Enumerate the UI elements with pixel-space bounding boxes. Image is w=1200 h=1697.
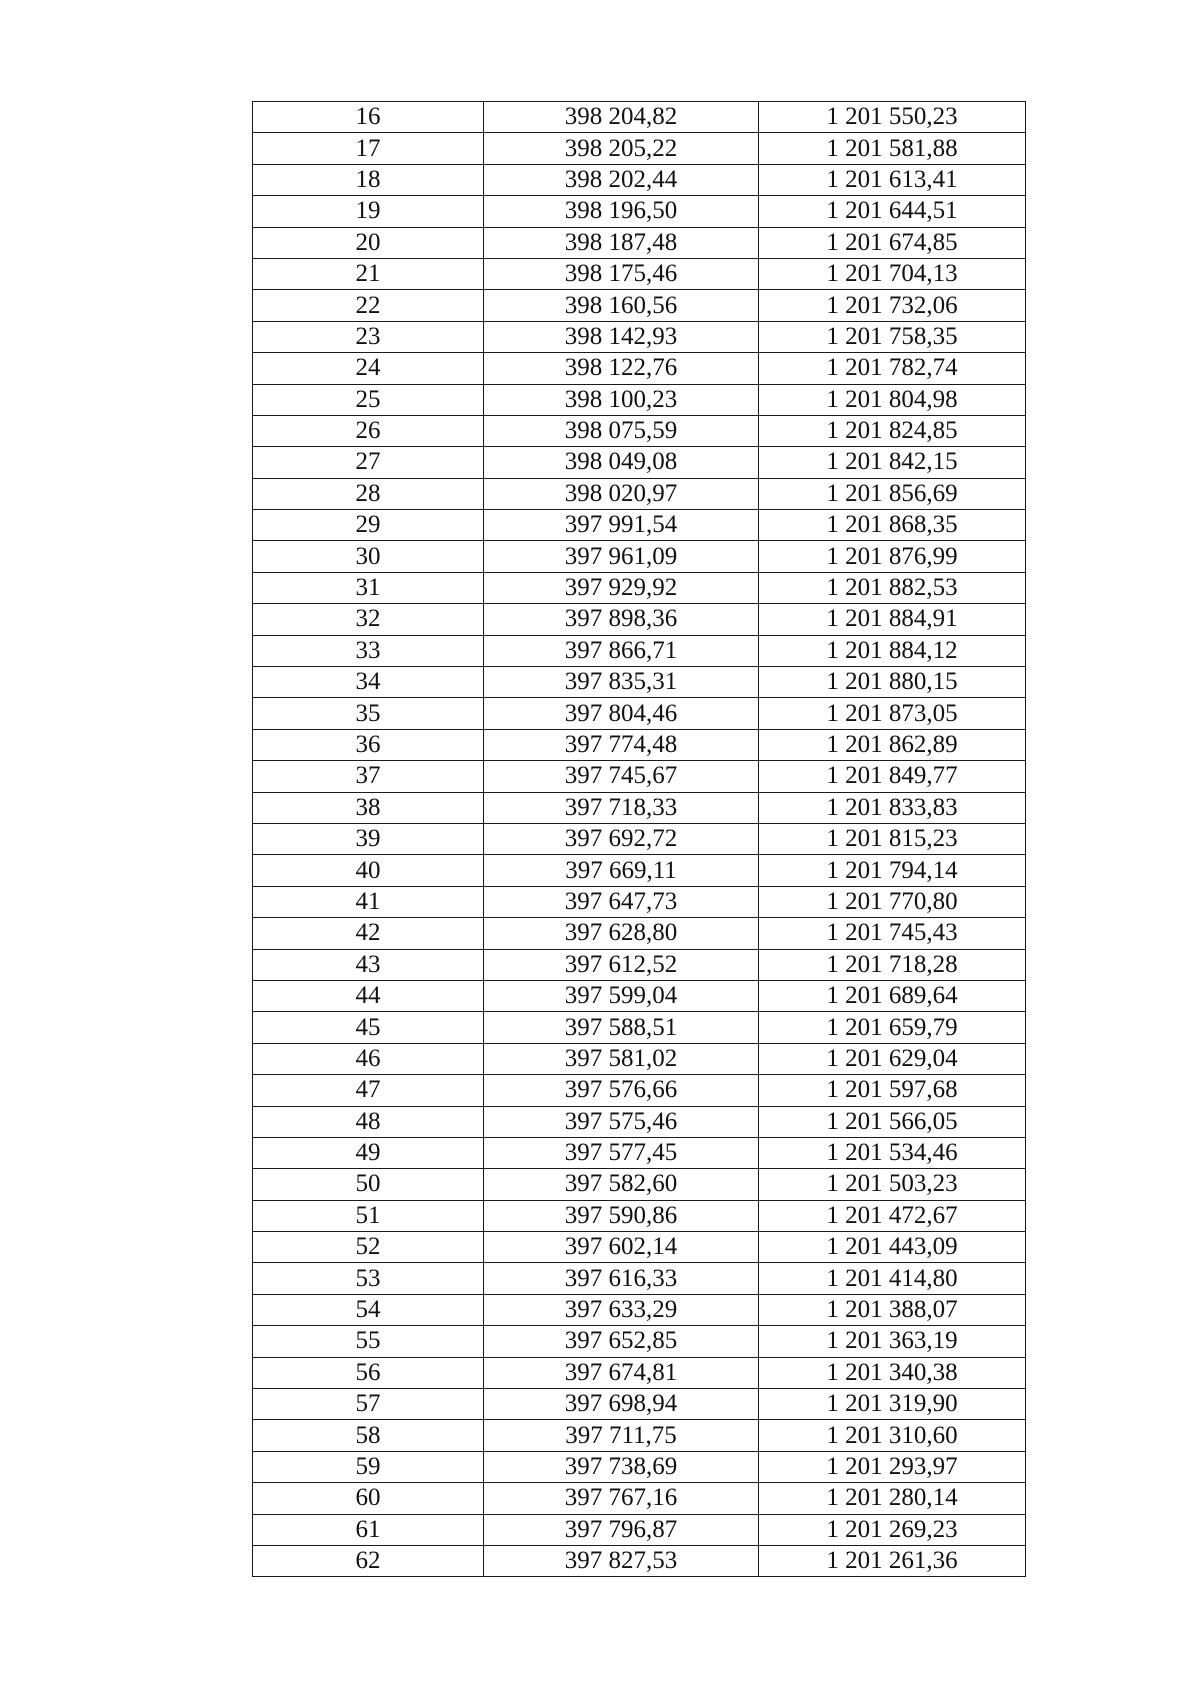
y-coordinate-cell: 1 201 613,41 <box>759 164 1026 195</box>
point-number-cell: 46 <box>253 1043 484 1074</box>
y-coordinate-cell: 1 201 876,99 <box>759 541 1026 572</box>
x-coordinate-cell: 397 577,45 <box>484 1137 759 1168</box>
y-coordinate-cell: 1 201 472,67 <box>759 1200 1026 1231</box>
point-number-cell: 18 <box>253 164 484 195</box>
point-number-cell: 19 <box>253 196 484 227</box>
table-row <box>253 1483 1026 1514</box>
y-coordinate-cell: 1 201 882,53 <box>759 572 1026 603</box>
point-number-cell: 33 <box>253 635 484 666</box>
table-row <box>253 196 1026 227</box>
y-coordinate-cell: 1 201 659,79 <box>759 1012 1026 1043</box>
y-coordinate-cell: 1 201 884,12 <box>759 635 1026 666</box>
point-number-cell: 54 <box>253 1294 484 1325</box>
table-row <box>253 321 1026 352</box>
point-number-cell: 42 <box>253 918 484 949</box>
point-number-cell: 21 <box>253 258 484 289</box>
y-coordinate-cell: 1 201 363,19 <box>759 1326 1026 1357</box>
point-number-cell: 44 <box>253 980 484 1011</box>
y-coordinate-cell: 1 201 534,46 <box>759 1137 1026 1168</box>
y-coordinate-cell: 1 201 794,14 <box>759 855 1026 886</box>
y-coordinate-cell: 1 201 566,05 <box>759 1106 1026 1137</box>
y-coordinate-cell: 1 201 280,14 <box>759 1483 1026 1514</box>
x-coordinate-cell: 397 692,72 <box>484 823 759 854</box>
y-coordinate-cell: 1 201 293,97 <box>759 1451 1026 1482</box>
table-row <box>253 918 1026 949</box>
x-coordinate-cell: 398 020,97 <box>484 478 759 509</box>
point-number-cell: 55 <box>253 1326 484 1357</box>
y-coordinate-cell: 1 201 862,89 <box>759 729 1026 760</box>
x-coordinate-cell: 397 698,94 <box>484 1389 759 1420</box>
table-row <box>253 227 1026 258</box>
table-row <box>253 1294 1026 1325</box>
point-number-cell: 60 <box>253 1483 484 1514</box>
point-number-cell: 45 <box>253 1012 484 1043</box>
point-number-cell: 24 <box>253 353 484 384</box>
table-row <box>253 1200 1026 1231</box>
point-number-cell: 38 <box>253 792 484 823</box>
y-coordinate-cell: 1 201 340,38 <box>759 1357 1026 1388</box>
y-coordinate-cell: 1 201 884,91 <box>759 604 1026 635</box>
y-coordinate-cell: 1 201 833,83 <box>759 792 1026 823</box>
y-coordinate-cell: 1 201 718,28 <box>759 949 1026 980</box>
point-number-cell: 26 <box>253 415 484 446</box>
point-number-cell: 51 <box>253 1200 484 1231</box>
x-coordinate-cell: 398 205,22 <box>484 133 759 164</box>
point-number-cell: 16 <box>253 102 484 133</box>
point-number-cell: 62 <box>253 1545 484 1576</box>
point-number-cell: 34 <box>253 667 484 698</box>
table-row <box>253 447 1026 478</box>
table-row <box>253 635 1026 666</box>
y-coordinate-cell: 1 201 674,85 <box>759 227 1026 258</box>
y-coordinate-cell: 1 201 388,07 <box>759 1294 1026 1325</box>
y-coordinate-cell: 1 201 732,06 <box>759 290 1026 321</box>
point-number-cell: 57 <box>253 1389 484 1420</box>
y-coordinate-cell: 1 201 856,69 <box>759 478 1026 509</box>
point-number-cell: 35 <box>253 698 484 729</box>
table-row <box>253 1232 1026 1263</box>
table-row <box>253 698 1026 729</box>
y-coordinate-cell: 1 201 880,15 <box>759 667 1026 698</box>
point-number-cell: 40 <box>253 855 484 886</box>
x-coordinate-cell: 397 575,46 <box>484 1106 759 1137</box>
x-coordinate-cell: 398 100,23 <box>484 384 759 415</box>
table-row <box>253 478 1026 509</box>
x-coordinate-cell: 398 202,44 <box>484 164 759 195</box>
x-coordinate-cell: 397 738,69 <box>484 1451 759 1482</box>
x-coordinate-cell: 397 588,51 <box>484 1012 759 1043</box>
table-row <box>253 1326 1026 1357</box>
x-coordinate-cell: 398 075,59 <box>484 415 759 446</box>
table-row <box>253 980 1026 1011</box>
y-coordinate-cell: 1 201 503,23 <box>759 1169 1026 1200</box>
x-coordinate-cell: 397 827,53 <box>484 1545 759 1576</box>
table-row <box>253 949 1026 980</box>
table-row <box>253 792 1026 823</box>
x-coordinate-cell: 398 187,48 <box>484 227 759 258</box>
point-number-cell: 50 <box>253 1169 484 1200</box>
y-coordinate-cell: 1 201 310,60 <box>759 1420 1026 1451</box>
x-coordinate-cell: 397 633,29 <box>484 1294 759 1325</box>
x-coordinate-cell: 398 160,56 <box>484 290 759 321</box>
x-coordinate-cell: 397 669,11 <box>484 855 759 886</box>
point-number-cell: 27 <box>253 447 484 478</box>
x-coordinate-cell: 397 612,52 <box>484 949 759 980</box>
point-number-cell: 28 <box>253 478 484 509</box>
y-coordinate-cell: 1 201 758,35 <box>759 321 1026 352</box>
y-coordinate-cell: 1 201 704,13 <box>759 258 1026 289</box>
point-number-cell: 23 <box>253 321 484 352</box>
table-row <box>253 1169 1026 1200</box>
point-number-cell: 47 <box>253 1075 484 1106</box>
x-coordinate-cell: 397 599,04 <box>484 980 759 1011</box>
x-coordinate-cell: 398 122,76 <box>484 353 759 384</box>
point-number-cell: 30 <box>253 541 484 572</box>
table-row <box>253 604 1026 635</box>
y-coordinate-cell: 1 201 868,35 <box>759 510 1026 541</box>
table-row <box>253 1263 1026 1294</box>
point-number-cell: 36 <box>253 729 484 760</box>
x-coordinate-cell: 398 196,50 <box>484 196 759 227</box>
coordinates-table-body <box>253 102 1026 1577</box>
x-coordinate-cell: 397 866,71 <box>484 635 759 666</box>
table-row <box>253 1357 1026 1388</box>
y-coordinate-cell: 1 201 824,85 <box>759 415 1026 446</box>
table-row <box>253 1451 1026 1482</box>
table-row <box>253 572 1026 603</box>
point-number-cell: 43 <box>253 949 484 980</box>
table-row <box>253 415 1026 446</box>
x-coordinate-cell: 397 835,31 <box>484 667 759 698</box>
x-coordinate-cell: 398 204,82 <box>484 102 759 133</box>
y-coordinate-cell: 1 201 629,04 <box>759 1043 1026 1074</box>
table-row <box>253 1075 1026 1106</box>
x-coordinate-cell: 397 711,75 <box>484 1420 759 1451</box>
y-coordinate-cell: 1 201 550,23 <box>759 102 1026 133</box>
x-coordinate-cell: 397 718,33 <box>484 792 759 823</box>
y-coordinate-cell: 1 201 849,77 <box>759 761 1026 792</box>
y-coordinate-cell: 1 201 414,80 <box>759 1263 1026 1294</box>
point-number-cell: 59 <box>253 1451 484 1482</box>
x-coordinate-cell: 397 961,09 <box>484 541 759 572</box>
table-row <box>253 102 1026 133</box>
table-row <box>253 541 1026 572</box>
point-number-cell: 31 <box>253 572 484 603</box>
table-row <box>253 823 1026 854</box>
point-number-cell: 52 <box>253 1232 484 1263</box>
point-number-cell: 29 <box>253 510 484 541</box>
x-coordinate-cell: 397 602,14 <box>484 1232 759 1263</box>
table-row <box>253 1545 1026 1576</box>
y-coordinate-cell: 1 201 443,09 <box>759 1232 1026 1263</box>
table-row <box>253 290 1026 321</box>
y-coordinate-cell: 1 201 261,36 <box>759 1545 1026 1576</box>
x-coordinate-cell: 397 804,46 <box>484 698 759 729</box>
table-row <box>253 133 1026 164</box>
point-number-cell: 49 <box>253 1137 484 1168</box>
x-coordinate-cell: 397 796,87 <box>484 1514 759 1545</box>
x-coordinate-cell: 397 745,67 <box>484 761 759 792</box>
table-row <box>253 855 1026 886</box>
coordinates-table <box>252 101 1026 1577</box>
y-coordinate-cell: 1 201 873,05 <box>759 698 1026 729</box>
x-coordinate-cell: 397 774,48 <box>484 729 759 760</box>
y-coordinate-cell: 1 201 319,90 <box>759 1389 1026 1420</box>
x-coordinate-cell: 397 582,60 <box>484 1169 759 1200</box>
point-number-cell: 20 <box>253 227 484 258</box>
x-coordinate-cell: 397 628,80 <box>484 918 759 949</box>
table-row <box>253 1514 1026 1545</box>
x-coordinate-cell: 398 175,46 <box>484 258 759 289</box>
table-row <box>253 886 1026 917</box>
y-coordinate-cell: 1 201 745,43 <box>759 918 1026 949</box>
point-number-cell: 32 <box>253 604 484 635</box>
point-number-cell: 25 <box>253 384 484 415</box>
x-coordinate-cell: 398 142,93 <box>484 321 759 352</box>
point-number-cell: 56 <box>253 1357 484 1388</box>
x-coordinate-cell: 397 581,02 <box>484 1043 759 1074</box>
point-number-cell: 17 <box>253 133 484 164</box>
point-number-cell: 22 <box>253 290 484 321</box>
table-row <box>253 1106 1026 1137</box>
x-coordinate-cell: 397 590,86 <box>484 1200 759 1231</box>
x-coordinate-cell: 397 929,92 <box>484 572 759 603</box>
table-row <box>253 1389 1026 1420</box>
table-row <box>253 1012 1026 1043</box>
point-number-cell: 53 <box>253 1263 484 1294</box>
x-coordinate-cell: 397 991,54 <box>484 510 759 541</box>
point-number-cell: 39 <box>253 823 484 854</box>
y-coordinate-cell: 1 201 842,15 <box>759 447 1026 478</box>
table-row <box>253 164 1026 195</box>
x-coordinate-cell: 397 898,36 <box>484 604 759 635</box>
x-coordinate-cell: 397 576,66 <box>484 1075 759 1106</box>
table-row <box>253 510 1026 541</box>
y-coordinate-cell: 1 201 815,23 <box>759 823 1026 854</box>
table-row <box>253 667 1026 698</box>
y-coordinate-cell: 1 201 597,68 <box>759 1075 1026 1106</box>
table-row <box>253 384 1026 415</box>
y-coordinate-cell: 1 201 644,51 <box>759 196 1026 227</box>
y-coordinate-cell: 1 201 689,64 <box>759 980 1026 1011</box>
table-row <box>253 258 1026 289</box>
y-coordinate-cell: 1 201 782,74 <box>759 353 1026 384</box>
point-number-cell: 48 <box>253 1106 484 1137</box>
y-coordinate-cell: 1 201 770,80 <box>759 886 1026 917</box>
x-coordinate-cell: 397 767,16 <box>484 1483 759 1514</box>
x-coordinate-cell: 398 049,08 <box>484 447 759 478</box>
point-number-cell: 58 <box>253 1420 484 1451</box>
table-row <box>253 353 1026 384</box>
point-number-cell: 61 <box>253 1514 484 1545</box>
point-number-cell: 37 <box>253 761 484 792</box>
x-coordinate-cell: 397 652,85 <box>484 1326 759 1357</box>
table-row <box>253 1420 1026 1451</box>
table-row <box>253 761 1026 792</box>
table-row <box>253 1137 1026 1168</box>
y-coordinate-cell: 1 201 581,88 <box>759 133 1026 164</box>
point-number-cell: 41 <box>253 886 484 917</box>
y-coordinate-cell: 1 201 804,98 <box>759 384 1026 415</box>
table-row <box>253 729 1026 760</box>
x-coordinate-cell: 397 647,73 <box>484 886 759 917</box>
y-coordinate-cell: 1 201 269,23 <box>759 1514 1026 1545</box>
table-row <box>253 1043 1026 1074</box>
x-coordinate-cell: 397 674,81 <box>484 1357 759 1388</box>
x-coordinate-cell: 397 616,33 <box>484 1263 759 1294</box>
